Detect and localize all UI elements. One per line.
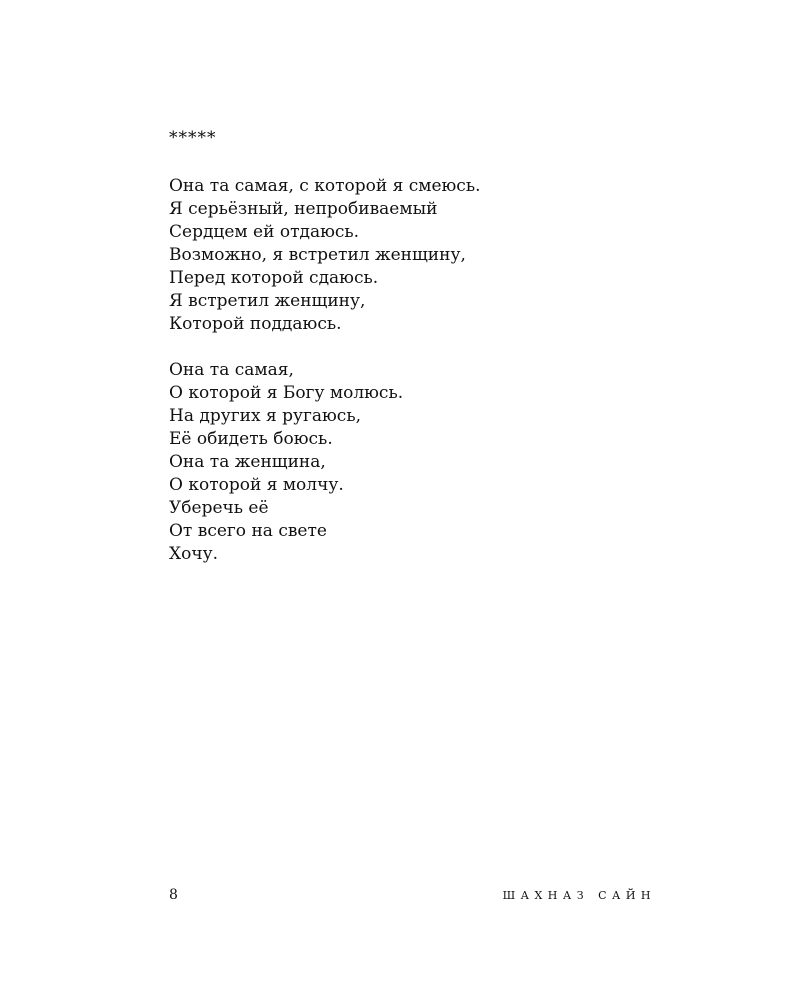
poem-line: Сердцем ей отдаюсь. <box>169 222 360 242</box>
poem-line: От всего на свете <box>169 521 327 541</box>
poem-line: На других я ругаюсь, <box>169 406 361 426</box>
page-number: 8 <box>169 887 178 903</box>
poem-line: Уберечь её <box>169 498 269 518</box>
poem-line: Я встретил женщину, <box>169 291 366 311</box>
poem-line: О которой я молчу. <box>169 475 344 495</box>
poem-line: Которой поддаюсь. <box>169 314 342 334</box>
poem-line: Хочу. <box>169 544 218 564</box>
poem-line: Она та женщина, <box>169 452 326 472</box>
poem-line: О которой я Богу молюсь. <box>169 383 404 403</box>
poem-line: Её обидеть боюсь. <box>169 429 333 449</box>
stanza-1 <box>169 175 669 336</box>
stanza-2 <box>169 359 669 566</box>
poem-line: Она та самая, с которой я смеюсь. <box>169 176 481 196</box>
poem-line: Перед которой сдаюсь. <box>169 268 379 288</box>
poem-line: Возможно, я встретил женщину, <box>169 245 466 265</box>
poem-line: Я серьёзный, непробиваемый <box>169 199 438 219</box>
poem-line: Она та самая, <box>169 360 294 380</box>
running-footer-author: ШАХНАЗ САЙН <box>502 889 656 902</box>
section-separator: ***** <box>169 128 217 148</box>
poem <box>169 175 669 566</box>
